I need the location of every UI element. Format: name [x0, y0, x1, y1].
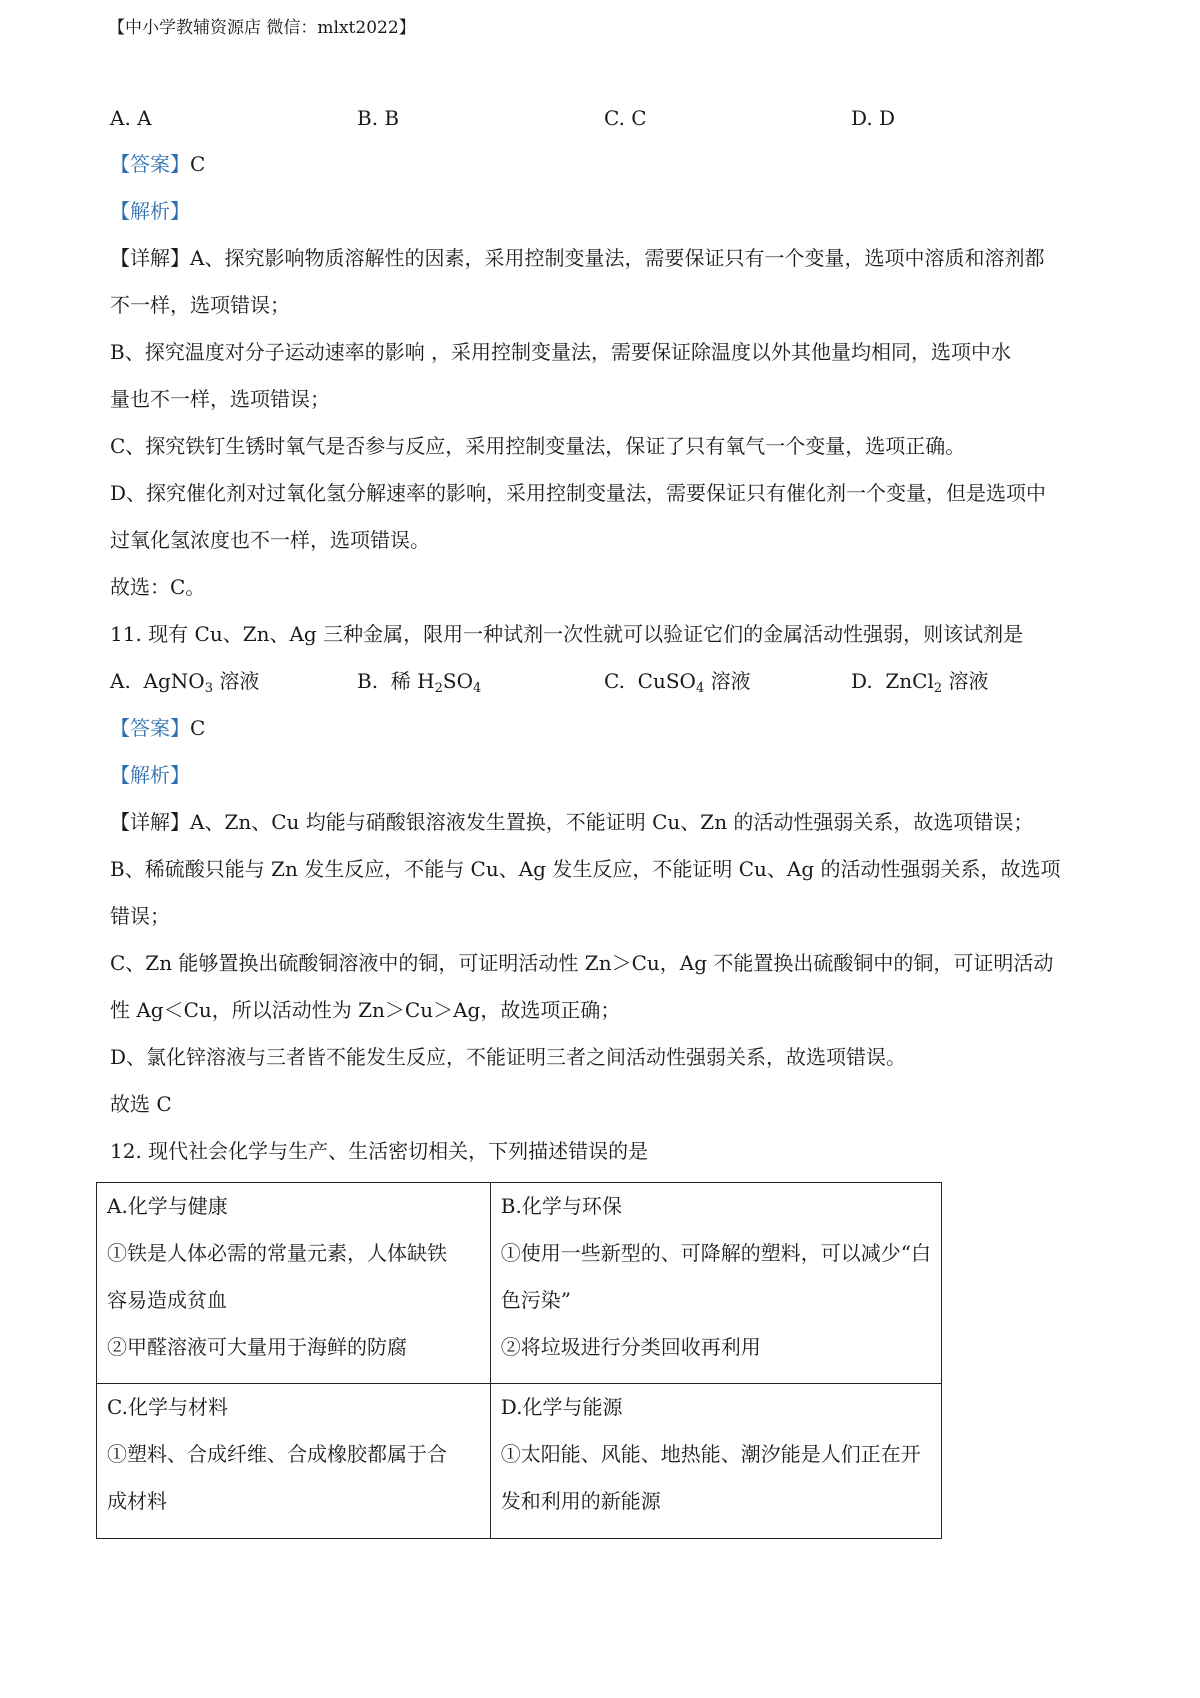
option-cell-d [490, 1384, 941, 1539]
detail-tag: 【详解】 [110, 246, 190, 270]
cell-title: D.化学与能源 [500, 1395, 623, 1419]
formula-suffix: 溶液 [212, 669, 260, 693]
formula-text: ZnCl [885, 669, 934, 693]
source-watermark-header: 【中小学教辅资源店 微信：mlxt2022】 [108, 18, 416, 38]
detail-tag: 【详解】 [110, 810, 190, 834]
formula-text: 稀 H [390, 669, 435, 693]
table-row [97, 1384, 942, 1539]
cell-line: ②将垃圾进行分类回收再利用 [500, 1335, 761, 1359]
q11-analysis-tag: 【解析】 [110, 763, 190, 787]
q10-detail-line-2: 不一样，选项错误； [110, 293, 290, 317]
cell-line: 成材料 [107, 1489, 167, 1513]
q11-detail-line-2: B、稀硫酸只能与 Zn 发生反应，不能与 Cu、Ag 发生反应，不能证明 Cu、Ag 的活动性强弱关系，故选项 [110, 857, 1061, 881]
q12-options-table [96, 1182, 942, 1539]
cell-title: C.化学与材料 [107, 1395, 228, 1419]
answer-tag: 【答案】 [110, 152, 190, 176]
cell-line: 色污染” [500, 1288, 571, 1312]
q10-conclusion: 故选：C。 [110, 575, 206, 599]
cell-line: ①铁是人体必需的常量元素，人体缺铁 [107, 1241, 447, 1265]
q12-stem: 12. 现代社会化学与生产、生活密切相关，下列描述错误的是 [110, 1139, 649, 1163]
q11-answer [110, 714, 205, 742]
q10-option-c: C. C [604, 106, 647, 130]
q10-answer [110, 150, 205, 178]
formula-subscript: 3 [204, 681, 213, 696]
q10-option-a: A. A [110, 106, 152, 130]
q11-detail-line-3: 错误； [110, 904, 170, 928]
q11-conclusion: 故选 C [110, 1092, 172, 1116]
option-label: A. [110, 669, 131, 693]
formula-subscript: 2 [933, 681, 943, 696]
q10-detail-line-6: D、探究催化剂对过氧化氢分解速率的影响，采用控制变量法，需要保证只有催化剂一个变量，但是选项中 [110, 481, 1047, 505]
option-cell-a [97, 1183, 491, 1384]
option-label: D. [851, 669, 873, 693]
formula-subscript: 4 [472, 681, 482, 696]
q11-detail-line-4: C、Zn 能够置换出硫酸铜溶液中的铜，可证明活动性 Zn＞Cu，Ag 不能置换出硫酸铜中的铜，可证明活动 [110, 951, 1054, 975]
detail-text: A、Zn、Cu 均能与硝酸银溶液发生置换，不能证明 Cu、Zn 的活动性强弱关系，故选项错误； [190, 810, 1034, 834]
q11-option-d [851, 667, 989, 695]
cell-line: 发和利用的新能源 [500, 1489, 661, 1513]
q11-detail-line-1 [110, 808, 1033, 836]
answer-value: C [190, 152, 206, 176]
formula-subscript: 2 [434, 681, 443, 696]
q11-detail-line-5: 性 Ag＜Cu，所以活动性为 Zn＞Cu＞Ag，故选项正确； [110, 998, 621, 1022]
cell-line: 容易造成贫血 [107, 1288, 227, 1312]
q10-option-d: D. D [851, 106, 896, 130]
q11-option-a [110, 667, 259, 695]
formula-text: CuSO [637, 669, 696, 693]
cell-title: B.化学与环保 [500, 1194, 622, 1218]
q11-detail-line-6: D、氯化锌溶液与三者皆不能发生反应，不能证明三者之间活动性强弱关系，故选项错误。 [110, 1045, 907, 1069]
cell-line: ①使用一些新型的、可降解的塑料，可以减少“白 [500, 1241, 931, 1265]
formula-text: AgNO [143, 669, 205, 693]
option-label: C. [604, 669, 625, 693]
answer-tag: 【答案】 [110, 716, 190, 740]
q10-option-b: B. B [357, 106, 400, 130]
formula-subscript: 4 [695, 681, 705, 696]
formula-text: SO [442, 669, 473, 693]
q11-stem: 11. 现有 Cu、Zn、Ag 三种金属，限用一种试剂一次性就可以验证它们的金属活动性强弱，则该试剂是 [110, 622, 1024, 646]
q11-option-b [357, 667, 481, 695]
formula-suffix: 溶液 [704, 669, 751, 693]
q10-detail-line-1 [110, 244, 1044, 272]
q10-detail-line-4: 量也不一样，选项错误； [110, 387, 330, 411]
table-row [97, 1183, 942, 1384]
option-cell-c [97, 1384, 491, 1539]
q10-detail-line-5: C、探究铁钉生锈时氧气是否参与反应，采用控制变量法，保证了只有氧气一个变量，选项正确。 [110, 434, 966, 458]
answer-value: C [190, 716, 206, 740]
option-label: B. [357, 669, 379, 693]
q10-detail-line-7: 过氧化氢浓度也不一样，选项错误。 [110, 528, 430, 552]
q10-detail-line-3: B、探究温度对分子运动速率的影响 ，采用控制变量法，需要保证除温度以外其他量均相同，选项中水 [110, 340, 1012, 364]
detail-text: A、探究影响物质溶解性的因素，采用控制变量法，需要保证只有一个变量，选项中溶质和溶剂都 [190, 246, 1045, 270]
cell-line: ①塑料、合成纤维、合成橡胶都属于合 [107, 1442, 447, 1466]
cell-line: ②甲醛溶液可大量用于海鲜的防腐 [107, 1335, 407, 1359]
cell-title: A.化学与健康 [107, 1194, 228, 1218]
option-cell-b [490, 1183, 941, 1384]
q10-analysis-tag: 【解析】 [110, 199, 190, 223]
formula-suffix: 溶液 [942, 669, 989, 693]
q11-option-c [604, 667, 751, 695]
cell-line: ①太阳能、风能、地热能、潮汐能是人们正在开 [500, 1442, 921, 1466]
